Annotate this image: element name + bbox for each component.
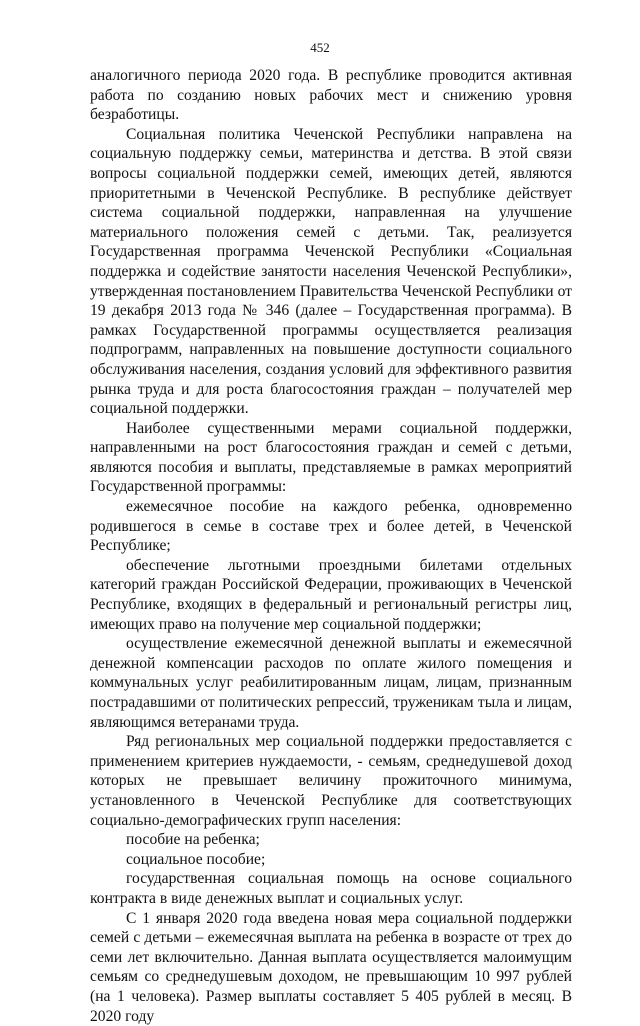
list-item: обеспечение льготными проездными билетами отдельных категорий граждан Российской Федерации, проживающих в Чеченской Республике, входящих в федеральный и региональный регистры лиц, имеющих право на получение мер социальной поддержки;: [90, 556, 572, 633]
list-item: государственная социальная помощь на основе социального контракта в виде денежных выплат и социальных услуг.: [90, 870, 572, 907]
paragraph: Наиболее существенными мерами социальной поддержки, направленными на рост благосостояния граждан и семей с детьми, являются пособия и выплаты, представляемые в рамках мероприятий Государственной программы:: [90, 419, 572, 496]
paragraph: аналогичного периода 2020 года. В республике проводится активная работа по созданию новых рабочих мест и снижению уровня безработицы.: [90, 67, 572, 124]
list-item: социальное пособие;: [126, 850, 266, 868]
paragraph: Социальная политика Чеченской Республики направлена на социальную поддержку семьи, материнства и детства. В этой связи вопросы социальной поддержки семей, имеющих детей, являются приоритетными в Чеченской Республике. В республике действует система социальной поддержки, направленная на улучшение материального положения семей с детьми. Так, реализуется Государственная программа Чеченской Республики «Социальная поддержка и содействие занятости населения Чеченской Республики», утвержденная постановлением Правительства Чеченской Республики от 19 декабря 2013 года № 346 (далее – Государственная программа). В рамках Государственной программы осуществляется реализация подпрограмм, направленных на повышение доступности социального обслуживания населения, создания условий для эффективного развития рынка труда и для роста благосостояния граждан – получателей мер социальной поддержки.: [90, 125, 572, 418]
list-item: осуществление ежемесячной денежной выплаты и ежемесячной денежной компенсации расходов по оплате жилого помещения и коммунальных услуг реабилитированным лицам, лицам, признанным пострадавшими от политических репрессий, труженикам тыла и лицам, являющимся ветеранами труда.: [90, 635, 572, 731]
list-item: пособие на ребенка;: [126, 831, 260, 849]
paragraph: С 1 января 2020 года введена новая мера социальной поддержки семей с детьми – ежемесячная выплата на ребенка в возрасте от трех до семи лет включительно. Данная выплата осуществляется малоимущим семьям со среднедушевым доходом, не превышающим 10 997 рублей (на 1 человека). Размер выплаты составляет 5 405 рублей в месяц. В 2020 году: [90, 909, 572, 1025]
page-number: 452: [310, 40, 330, 55]
paragraph: Ряд региональных мер социальной поддержки предоставляется с применением критериев нуждаемости, - семьям, среднедушевой доход которых не превышает величину прожиточного минимума, установленного в Чеченской Республике для соответствующих социально-демографических групп населения:: [90, 733, 572, 829]
body-text: [90, 66, 572, 1026]
list-item: ежемесячное пособие на каждого ребенка, одновременно родившегося в семье в составе трех и более детей, в Чеченской Республике;: [90, 498, 572, 555]
